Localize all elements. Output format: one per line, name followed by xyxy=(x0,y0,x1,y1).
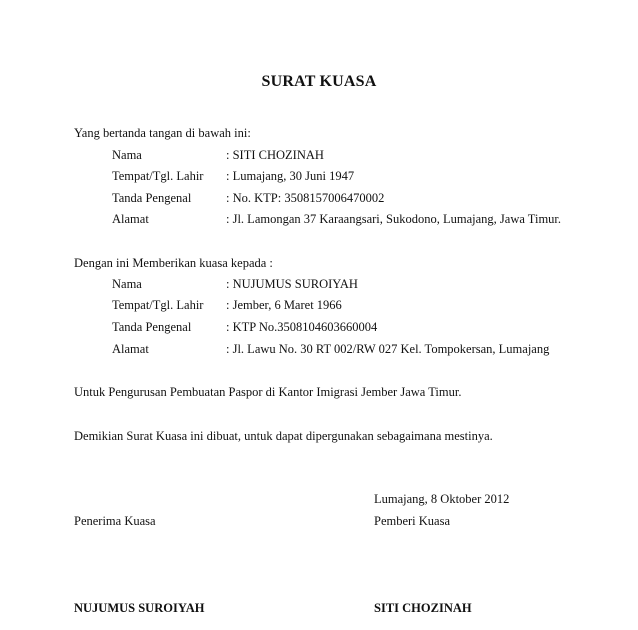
grantee-name-label: Nama xyxy=(112,277,142,291)
purpose-text: Untuk Pengurusan Pembuatan Paspor di Kantor Imigrasi Jember Jawa Timur. xyxy=(74,385,462,399)
closing-text: Demikian Surat Kuasa ini dibuat, untuk dapat dipergunakan sebagaimana mestinya. xyxy=(74,429,493,443)
grantor-name-value: : SITI CHOZINAH xyxy=(226,148,324,162)
place-date: Lumajang, 8 Oktober 2012 xyxy=(374,492,510,506)
giver-name: SITI CHOZINAH xyxy=(374,601,472,615)
grantor-address-label: Alamat xyxy=(112,212,149,226)
grantor-birth-label: Tempat/Tgl. Lahir xyxy=(112,169,204,183)
receiver-label: Penerima Kuasa xyxy=(74,514,156,528)
grantee-id-value: : KTP No.3508104603660004 xyxy=(226,320,378,334)
document-title: SURAT KUASA xyxy=(261,73,377,90)
grantee-name-value: : NUJUMUS SUROIYAH xyxy=(226,277,358,291)
receiver-name: NUJUMUS SUROIYAH xyxy=(74,601,205,615)
grantor-address-value: : Jl. Lamongan 37 Karaangsari, Sukodono, Lumajang, Jawa Timur. xyxy=(226,212,562,226)
grantor-name-label: Nama xyxy=(112,148,142,162)
grantee-address-value: : Jl. Lawu No. 30 RT 002/RW 027 Kel. Tompokersan, Lumajang xyxy=(226,342,550,356)
grantee-intro: Dengan ini Memberikan kuasa kepada : xyxy=(74,256,273,270)
grantee-birth-value: : Jember, 6 Maret 1966 xyxy=(226,298,342,312)
grantor-id-value: : No. KTP: 3508157006470002 xyxy=(226,191,385,205)
grantee-address-label: Alamat xyxy=(112,342,149,356)
grantor-id-label: Tanda Pengenal xyxy=(112,191,192,205)
grantee-birth-label: Tempat/Tgl. Lahir xyxy=(112,298,204,312)
giver-label: Pemberi Kuasa xyxy=(374,514,451,528)
grantor-intro: Yang bertanda tangan di bawah ini: xyxy=(74,126,251,140)
grantor-birth-value: : Lumajang, 30 Juni 1947 xyxy=(226,169,355,183)
grantee-id-label: Tanda Pengenal xyxy=(112,320,192,334)
